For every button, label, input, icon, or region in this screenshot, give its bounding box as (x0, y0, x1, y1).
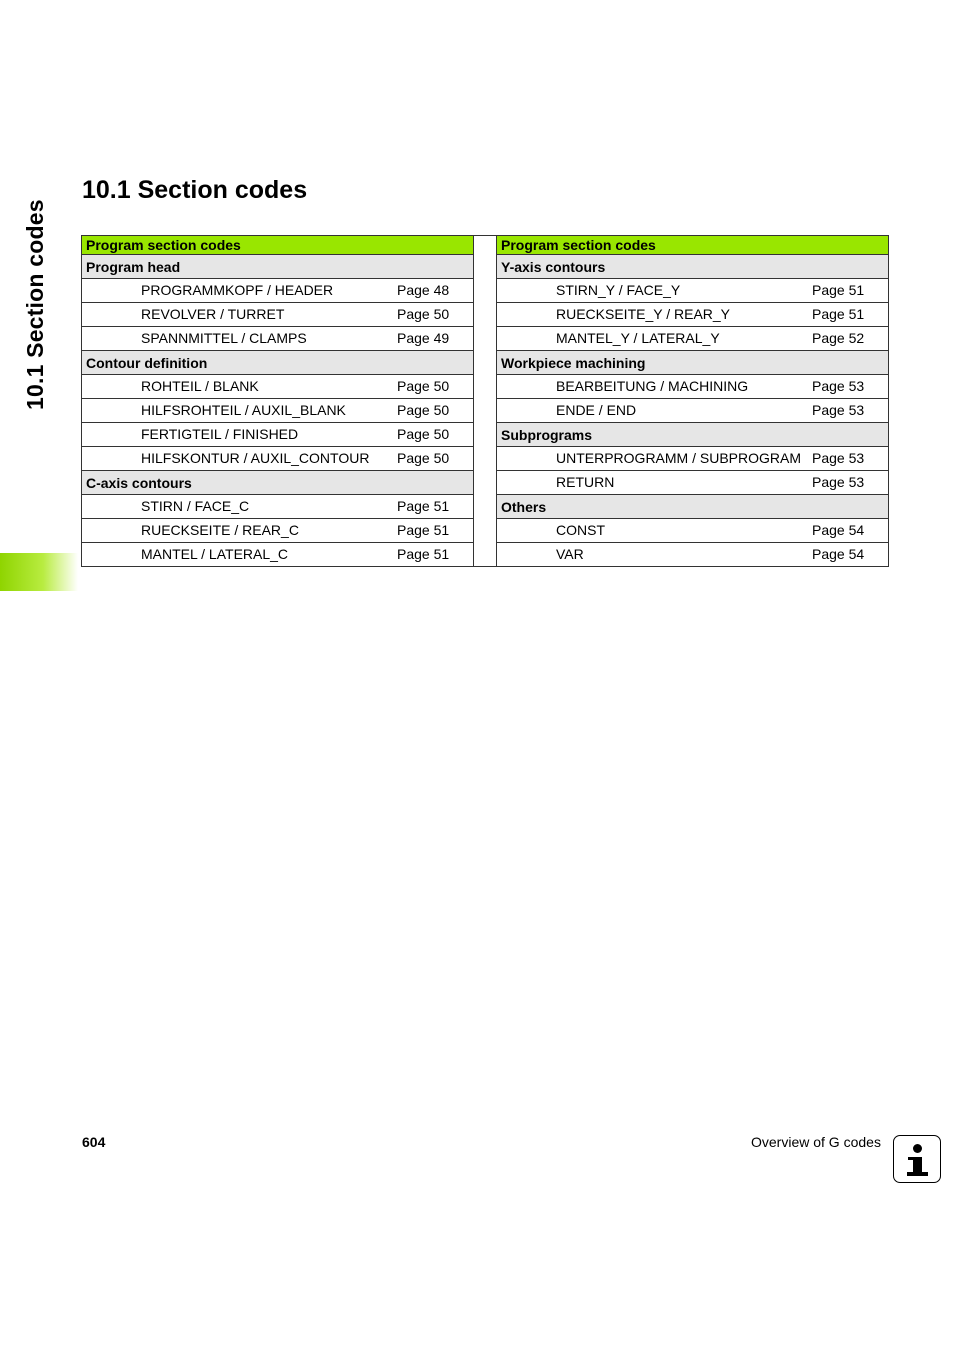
page-reference: Page 50 (397, 378, 450, 394)
group-label: Workpiece machining (497, 351, 889, 375)
table-row (497, 543, 889, 567)
page-title: 10.1 Section codes (82, 176, 308, 204)
table-row (82, 327, 474, 351)
page-reference: Page 49 (397, 330, 450, 346)
page-reference: Page 54 (812, 546, 865, 562)
page-reference: Page 50 (397, 306, 450, 322)
section-code: HILFSKONTUR / AUXIL_CONTOUR (141, 450, 370, 466)
section-code: STIRN / FACE_C (141, 498, 250, 514)
page-reference: Page 51 (397, 522, 450, 538)
section-code: ENDE / END (556, 402, 637, 418)
table-row (497, 303, 889, 327)
group-row (497, 495, 889, 519)
table-row (497, 447, 889, 471)
section-code: CONST (556, 522, 605, 538)
section-code: REVOLVER / TURRET (141, 306, 285, 322)
table-row (82, 495, 474, 519)
page-reference: Page 51 (397, 546, 450, 562)
page-reference: Page 51 (812, 282, 865, 298)
page-reference: Page 53 (812, 474, 865, 490)
table-row (82, 423, 474, 447)
section-code: SPANNMITTEL / CLAMPS (141, 330, 307, 346)
section-code: RUECKSEITE_Y / REAR_Y (556, 306, 731, 322)
group-label: C-axis contours (82, 471, 474, 495)
page-reference: Page 53 (812, 378, 865, 394)
table-row (497, 519, 889, 543)
section-code: STIRN_Y / FACE_Y (556, 282, 681, 298)
section-code: RUECKSEITE / REAR_C (141, 522, 299, 538)
table-row (497, 471, 889, 495)
table-header: Program section codes (82, 236, 474, 255)
side-chapter-tab (0, 553, 78, 591)
group-row (82, 471, 474, 495)
table-row (82, 279, 474, 303)
table-row (82, 399, 474, 423)
group-row (497, 351, 889, 375)
section-code: VAR (556, 546, 584, 562)
group-row (497, 255, 889, 279)
page-reference: Page 51 (397, 498, 450, 514)
left-section-codes-table (81, 235, 474, 567)
section-code: FERTIGTEIL / FINISHED (141, 426, 299, 442)
footer-section-name: Overview of G codes (751, 1134, 881, 1150)
page-reference: Page 54 (812, 522, 865, 538)
page-number: 604 (82, 1134, 106, 1150)
table-row (497, 327, 889, 351)
table-gap-column (473, 235, 496, 567)
right-section-codes-table (496, 235, 889, 567)
table-row (82, 375, 474, 399)
page-reference: Page 53 (812, 402, 865, 418)
section-code: ROHTEIL / BLANK (141, 378, 259, 394)
page-reference: Page 52 (812, 330, 865, 346)
section-code: MANTEL_Y / LATERAL_Y (556, 330, 720, 346)
group-label: Subprograms (497, 423, 889, 447)
table-row (82, 447, 474, 471)
table-row (497, 279, 889, 303)
group-row (82, 351, 474, 375)
section-code: MANTEL / LATERAL_C (141, 546, 289, 562)
group-label: Contour definition (82, 351, 474, 375)
section-code: UNTERPROGRAMM / SUBPROGRAM (556, 450, 802, 466)
table-row (497, 399, 889, 423)
table-header: Program section codes (497, 236, 889, 255)
section-code: BEARBEITUNG / MACHINING (556, 378, 749, 394)
group-label: Y-axis contours (497, 255, 889, 279)
section-code: HILFSROHTEIL / AUXIL_BLANK (141, 402, 346, 418)
table-row (82, 303, 474, 327)
table-row (82, 543, 474, 567)
group-label: Others (497, 495, 889, 519)
page-reference: Page 48 (397, 282, 450, 298)
page-reference: Page 50 (397, 450, 450, 466)
page-reference: Page 53 (812, 450, 865, 466)
section-code: RETURN (556, 474, 615, 490)
group-row (497, 423, 889, 447)
page-reference: Page 50 (397, 426, 450, 442)
page-reference: Page 50 (397, 402, 450, 418)
info-icon (893, 1135, 941, 1183)
table-row (82, 519, 474, 543)
page-reference: Page 51 (812, 306, 865, 322)
group-row (82, 255, 474, 279)
section-code: PROGRAMMKOPF / HEADER (141, 282, 334, 298)
group-label: Program head (82, 255, 474, 279)
table-row (497, 375, 889, 399)
side-section-title: 10.1 Section codes (22, 199, 48, 410)
